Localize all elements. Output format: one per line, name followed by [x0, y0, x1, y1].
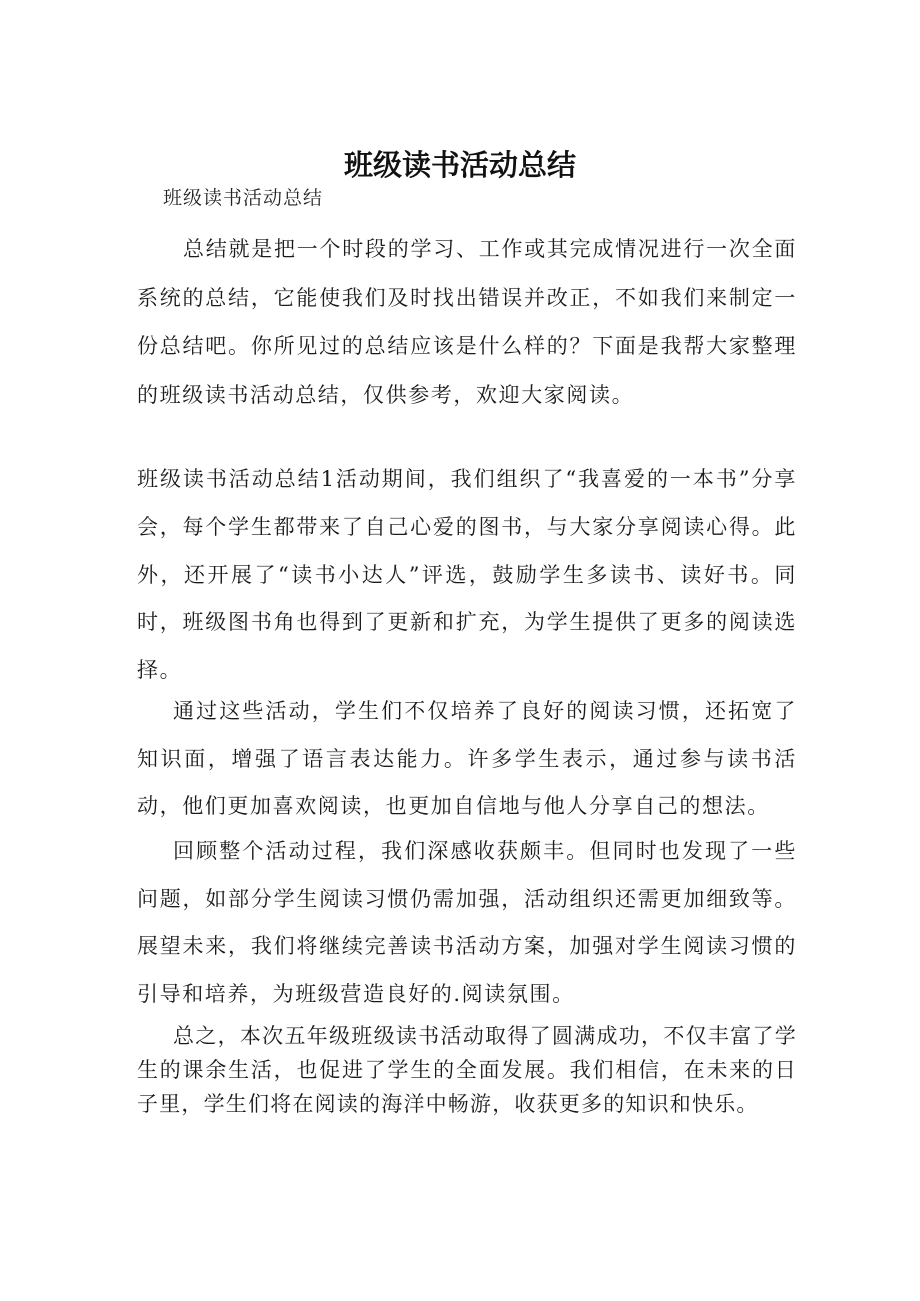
document-title: 班级读书活动总结	[343, 148, 576, 183]
intro-paragraph: 总结就是把一个时段的学习、工作或其完成情况进行一次全面系统的总结，它能使我们及时找出错误并改正，不如我们来制定一份总结吧。你所见过的总结应该是什么样的？下面是我帮大家整理的班级读书活动总结，仅供参考，欢迎大家阅读。	[137, 237, 797, 407]
body-paragraph-activities: 班级读书活动总结1活动期间，我们组织了“我喜爱的一本书”分享会，每个学生都带来了自己心爱的图书，与大家分享阅读心得。此外，还开展了“读书小达人”评选，鼓励学生多读书、读好书。同时，班级图书角也得到了更新和扩充，为学生提供了更多的阅读选择。	[137, 467, 797, 683]
body-paragraph-results: 通过这些活动，学生们不仅培养了良好的阅读习惯，还拓宽了知识面，增强了语言表达能力。许多学生表示，通过参与读书活动，他们更加喜欢阅读，也更加自信地与他人分享自己的想法。	[137, 699, 797, 818]
body-paragraph-conclusion: 总之，本次五年级班级读书活动取得了圆满成功，不仅丰富了学生的课余生活，也促进了学生的全面发展。我们相信，在未来的日子里，学生们将在阅读的海洋中畅游，收获更多的知识和快乐。	[137, 1024, 797, 1116]
document-subtitle: 班级读书活动总结	[163, 187, 324, 209]
body-paragraph-review: 回顾整个活动过程，我们深感收获颇丰。但同时也发现了一些问题，如部分学生阅读习惯仍需加强，活动组织还需更加细致等。展望未来，我们将继续完善读书活动方案，加强对学生阅读习惯的引导和培养，为班级营造良好的.阅读氛围。	[137, 839, 797, 1006]
